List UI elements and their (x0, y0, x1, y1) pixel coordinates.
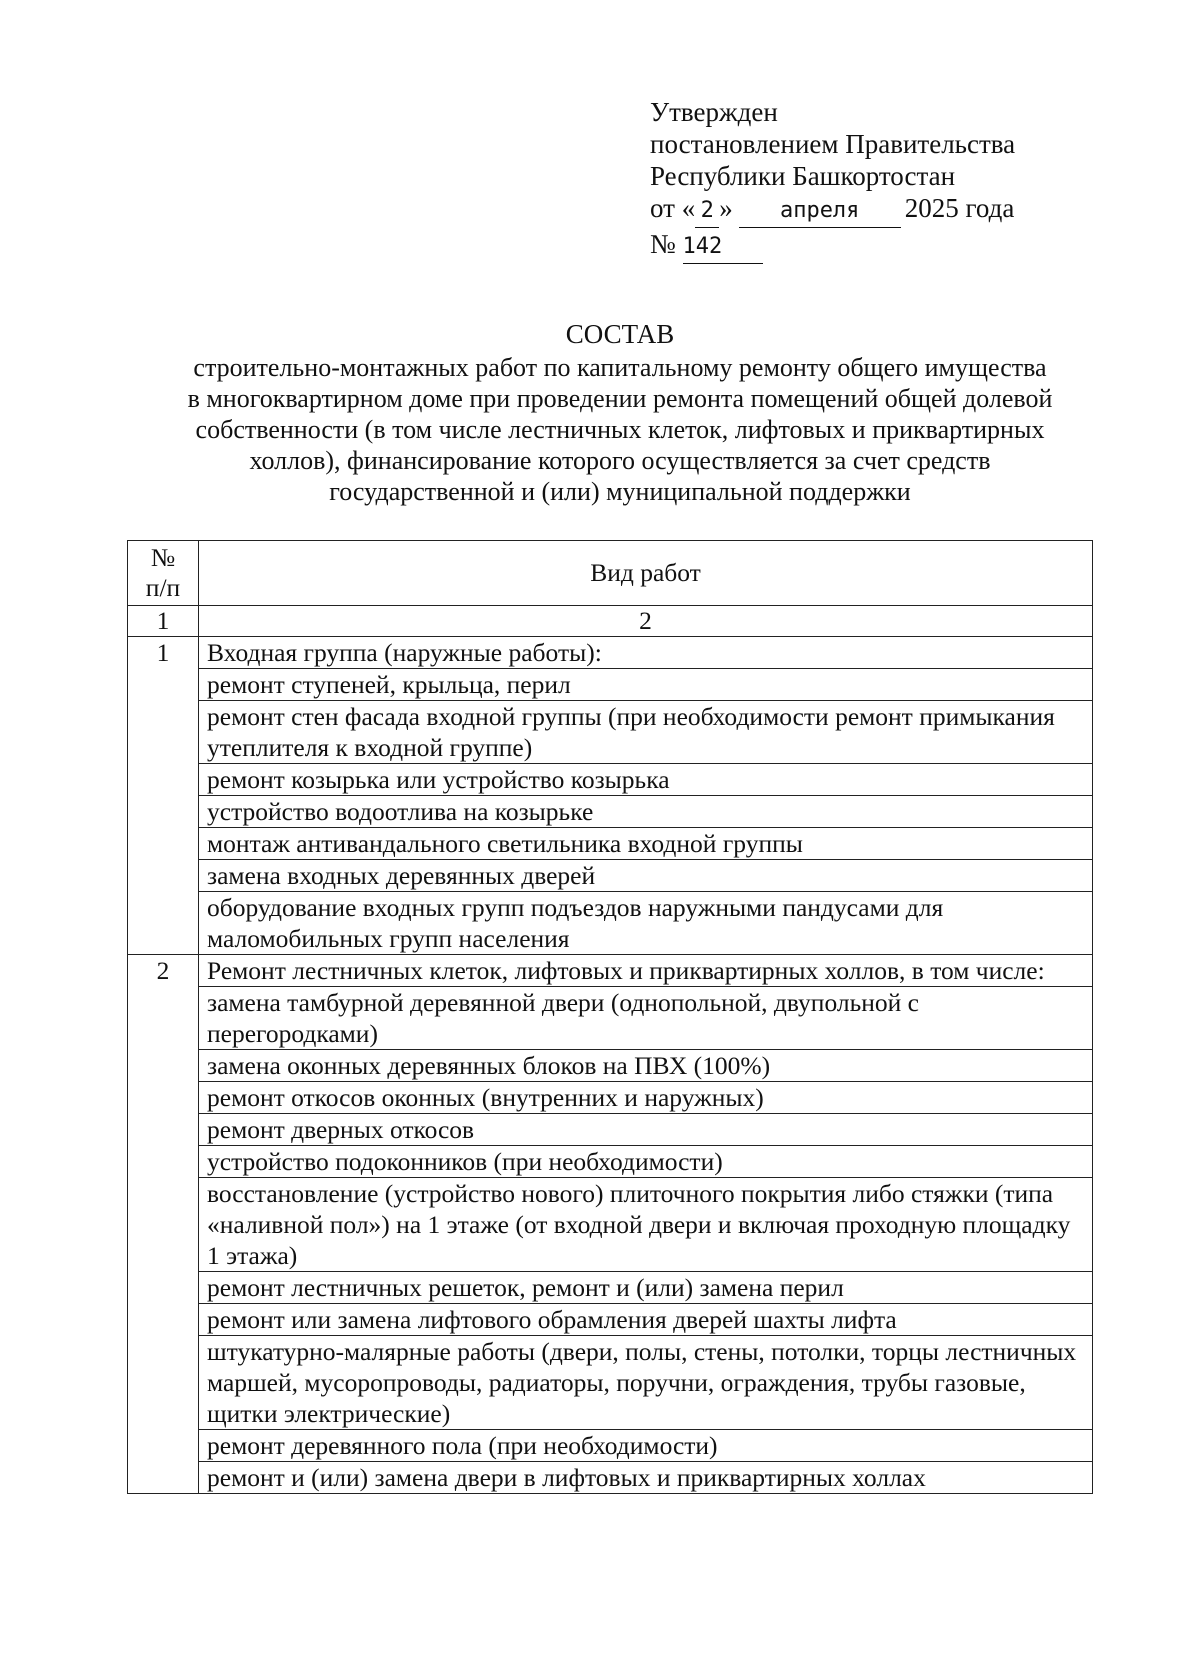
work-item-cell: штукатурно-малярные работы (двери, полы, стены, потолки, торцы лестничных маршей, мусоропроводы, радиаторы, поручни, ограждения, трубы газовые, щитки электрические) (199, 1336, 1093, 1430)
table-row (128, 860, 1093, 892)
approval-line-approved: Утвержден (650, 97, 778, 127)
table-row (128, 669, 1093, 701)
date-year: 2025 года (904, 193, 1015, 223)
row-number-cell (128, 701, 199, 764)
row-number-cell (128, 796, 199, 828)
row-number-cell (128, 1430, 199, 1462)
group-heading-cell: Входная группа (наружные работы): (199, 637, 1093, 669)
row-number-cell (128, 1114, 199, 1146)
table-row (128, 892, 1093, 955)
table-row (128, 1430, 1093, 1462)
approval-line-resolution: постановлением Правительства (650, 129, 1016, 159)
work-item-cell: ремонт деревянного пола (при необходимости) (199, 1430, 1093, 1462)
work-item-cell: замена оконных деревянных блоков на ПВХ (100%) (199, 1050, 1093, 1082)
row-number-cell (128, 1462, 199, 1494)
column-number-2: 2 (199, 606, 1093, 637)
table-row (128, 1304, 1093, 1336)
works-table (127, 540, 1093, 1494)
header-number-sign: № (150, 543, 176, 572)
work-item-cell: устройство подоконников (при необходимости) (199, 1146, 1093, 1178)
subtitle-line: в многоквартирном доме при проведении ремонта помещений общей долевой (187, 384, 1053, 413)
table-row (128, 1146, 1093, 1178)
row-number-cell (128, 828, 199, 860)
work-item-cell: замена тамбурной деревянной двери (однопольной, двупольной с перегородками) (199, 987, 1093, 1050)
subtitle-line: собственности (в том числе лестничных клеток, лифтовых и приквартирных (195, 415, 1045, 444)
table-row (128, 1272, 1093, 1304)
date-day: 2 (695, 195, 719, 228)
row-number-cell (128, 987, 199, 1050)
work-item-cell: ремонт стен фасада входной группы (при необходимости ремонт примыкания утеплителя к входной группе) (199, 701, 1093, 764)
number-prefix: № (650, 229, 676, 259)
document-title: СОСТАВ (565, 319, 675, 349)
table-row (128, 1114, 1093, 1146)
table-row (128, 1462, 1093, 1494)
work-item-cell: устройство водоотлива на козырьке (199, 796, 1093, 828)
approval-stamp (650, 96, 1015, 264)
document-number: 142 (683, 231, 763, 264)
row-number-cell (128, 1082, 199, 1114)
row-number-cell (128, 764, 199, 796)
header-number-label: п/п (145, 573, 181, 602)
work-item-cell: ремонт или замена лифтового обрамления дверей шахты лифта (199, 1304, 1093, 1336)
date-month: апреля (739, 195, 901, 228)
work-item-cell: оборудование входных групп подъездов наружными пандусами для маломобильных групп населения (199, 892, 1093, 955)
subtitle-line: строительно-монтажных работ по капитальному ремонту общего имущества (193, 353, 1047, 382)
row-number-cell (128, 860, 199, 892)
row-number-cell (128, 1050, 199, 1082)
table-row (128, 987, 1093, 1050)
row-number-cell (128, 669, 199, 701)
approval-date (650, 192, 1015, 228)
subtitle-line: холлов), финансирование которого осуществляется за счет средств (249, 446, 991, 475)
table-row (128, 828, 1093, 860)
row-number-cell (128, 1272, 199, 1304)
work-item-cell: ремонт ступеней, крыльца, перил (199, 669, 1093, 701)
work-item-cell: монтаж антивандального светильника входной группы (199, 828, 1093, 860)
row-number-cell (128, 1304, 199, 1336)
table-row (128, 1082, 1093, 1114)
work-item-cell: восстановление (устройство нового) плиточного покрытия либо стяжки (типа «наливной пол») на 1 этаже (от входной двери и включая проходную площадку 1 этажа) (199, 1178, 1093, 1272)
document-subtitle (120, 352, 1120, 507)
group-heading-cell: Ремонт лестничных клеток, лифтовых и приквартирных холлов, в том числе: (199, 955, 1093, 987)
work-item-cell: ремонт козырька или устройство козырька (199, 764, 1093, 796)
table-row (128, 796, 1093, 828)
column-number-1: 1 (128, 606, 199, 637)
work-item-cell: ремонт дверных откосов (199, 1114, 1093, 1146)
header-work-type: Вид работ (199, 541, 1093, 606)
work-item-cell: замена входных деревянных дверей (199, 860, 1093, 892)
row-number-cell (128, 1146, 199, 1178)
table-row (128, 637, 1093, 669)
date-prefix: от « (650, 193, 696, 223)
subtitle-line: государственной и (или) муниципальной поддержки (329, 477, 911, 506)
work-item-cell: ремонт откосов оконных (внутренних и наружных) (199, 1082, 1093, 1114)
table-header-row (128, 541, 1093, 606)
table-row (128, 701, 1093, 764)
table-row (128, 1178, 1093, 1272)
table-row (128, 955, 1093, 987)
work-item-cell: ремонт и (или) замена двери в лифтовых и приквартирных холлах (199, 1462, 1093, 1494)
table-row (128, 1336, 1093, 1430)
date-day-close: » (719, 193, 733, 223)
row-number-cell (128, 892, 199, 955)
row-number-cell (128, 1336, 199, 1430)
row-number-cell: 2 (128, 955, 199, 987)
table-body (128, 637, 1093, 1494)
table-row (128, 764, 1093, 796)
row-number-cell (128, 1178, 199, 1272)
row-number-cell: 1 (128, 637, 199, 669)
approval-line-republic: Республики Башкортостан (650, 161, 956, 191)
approval-number (650, 228, 1015, 264)
work-item-cell: ремонт лестничных решеток, ремонт и (или) замена перил (199, 1272, 1093, 1304)
table-row (128, 1050, 1093, 1082)
header-number-cell (128, 541, 199, 606)
column-number-row (128, 606, 1093, 637)
